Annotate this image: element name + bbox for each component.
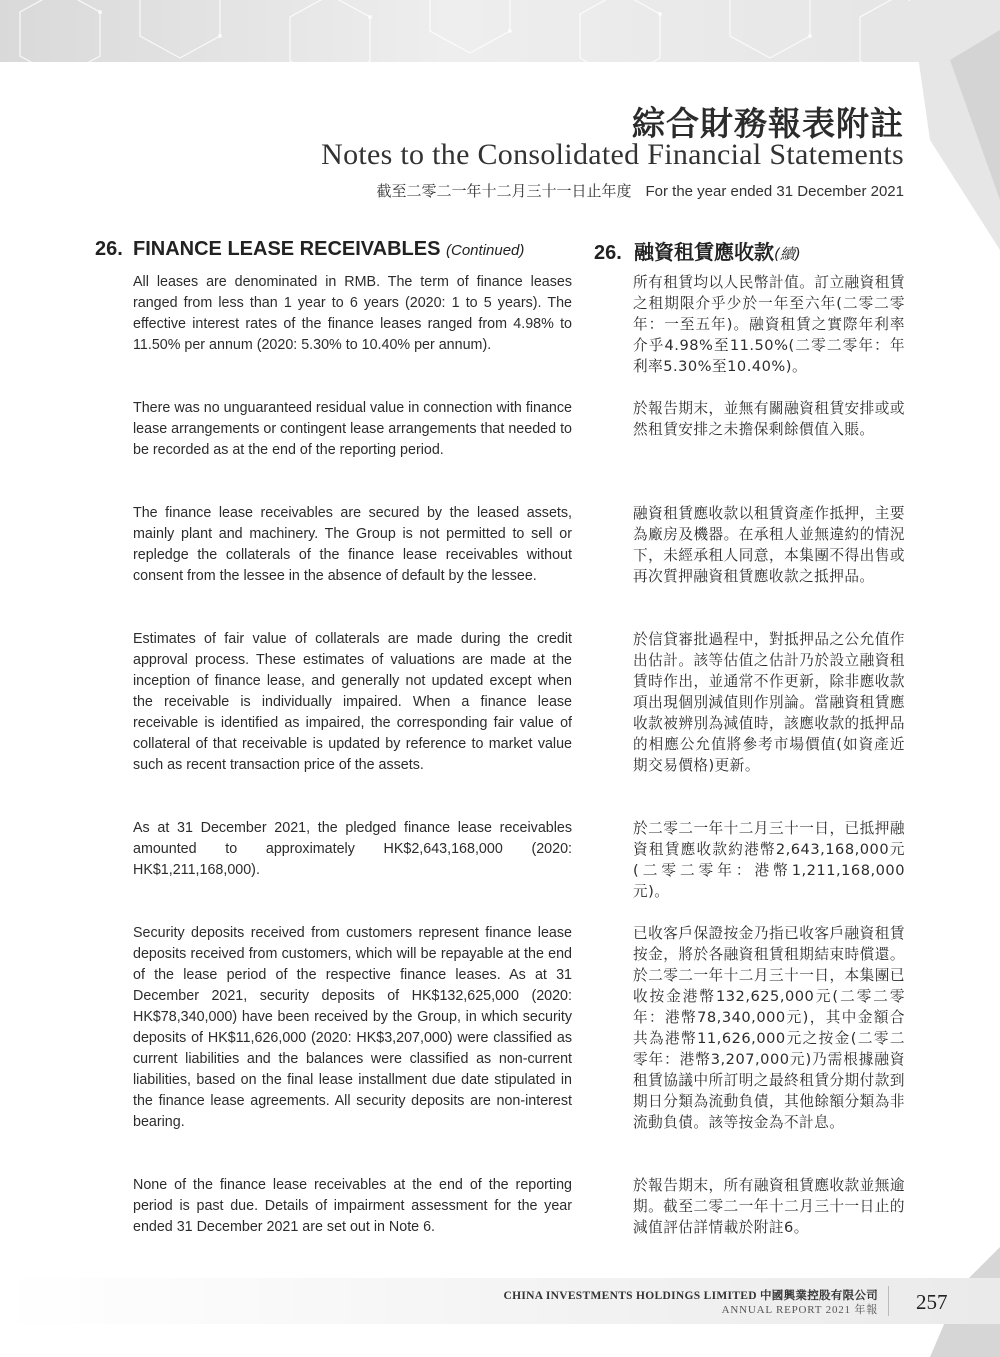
paragraph-cn-lease-terms: 所有租賃均以人民幣計值。訂立融資租賃之租期限介乎少於一年至六年(二零二零年：一至五年)。融資租賃之實際年利率介乎4.98%至11.50%(二零二零年：年利率5.30%至10.40%)。 xyxy=(633,274,905,375)
paragraph-cn-pledged: 於二零二一年十二月三十一日，已抵押融資租賃應收款約港幣2,643,168,000元(二零二零年：港幣1,211,168,000元)。 xyxy=(633,820,905,900)
section-number: 26. xyxy=(95,238,123,260)
continued-label-english: (Continued) xyxy=(446,242,525,259)
paragraph-en-residual-value: There was no unguaranteed residual value in connection with finance lease arrangements or contingent lease arrangements that needed to be recorded as at the end of the reporting period. xyxy=(133,400,572,458)
paragraph-en-security: The finance lease receivables are secured by the leased assets, mainly plant and machinery. The Group is not permitted to sell or repledge the collaterals of the finance lease receivables without consent from the lessee in the absence of default by the lessee. xyxy=(133,505,572,584)
footer-divider xyxy=(888,1286,889,1316)
continued-label-chinese: (續) xyxy=(774,245,801,263)
section-heading-chinese xyxy=(594,236,801,265)
section-title-chinese: 融資租賃應收款 xyxy=(634,240,774,264)
page-title-chinese: 綜合財務報表附註 xyxy=(632,104,904,143)
paragraph-cn-security: 融資租賃應收款以租賃資產作抵押，主要為廠房及機器。在承租人並無違約的情況下，未經承租人同意，本集團不得出售或再次質押融資租賃應收款之抵押品。 xyxy=(633,505,905,585)
paragraph-en-fair-value: Estimates of fair value of collaterals are made during the credit approval process. These estimates of valuations are made at the inception of finance lease, and generally not updated except when the receivable is individually impaired. When a finance lease receivable is identified as impaired, the corresponding fair value of collateral of that receivable is updated by reference to market value such as recent transaction price of the assets. xyxy=(133,631,572,773)
paragraph-en-deposits: Security deposits received from customers represent finance lease deposits received from customers, which will be repayable at the end of the lease period of the respective finance leases. As at 31 December 2021, security deposits of HK$132,625,000 (2020: HK$78,340,000) have been received by the Group, in which security deposits of HK$11,626,000 (2020: HK$3,207,000) were classified as current liabilities and the balances were classified as non-current liabilities, based on the final lease installment due date stipulated in the finance lease agreements. All security deposits are non-interest bearing. xyxy=(133,925,572,1130)
page-title-english: Notes to the Consolidated Financial Statements xyxy=(321,138,904,171)
paragraph-cn-fair-value: 於信貸審批過程中，對抵押品之公允值作出估計。該等估值之估計乃於設立融資租賃時作出，並通常不作更新，除非應收款項出現個別減值則作別論。當融資租賃應收款被辨別為減值時，該應收款的抵押品的相應公允值將參考市場價值(如資產近期交易價格)更新。 xyxy=(633,631,905,774)
hexagon-pattern-decoration xyxy=(0,0,1000,62)
section-heading-english xyxy=(95,238,524,261)
reporting-period xyxy=(376,180,904,201)
paragraph-en-past-due: None of the finance lease receivables at the end of the reporting period is past due. Details of impairment assessment for the year ended 31 December 2021 are set out in Note 6. xyxy=(133,1177,572,1235)
paragraph-en-pledged: As at 31 December 2021, the pledged finance lease receivables amounted to approximately HK$2,643,168,000 (2020: HK$1,211,168,000). xyxy=(133,820,572,878)
footer-company-name: CHINA INVESTMENTS HOLDINGS LIMITED 中國興業控股有限公司 xyxy=(503,1290,878,1302)
footer-report-title: ANNUAL REPORT 2021 年報 xyxy=(721,1304,878,1316)
reporting-period-chinese: 截至二零二一年十二月三十一日止年度 xyxy=(376,183,632,200)
paragraph-en-lease-terms: All leases are denominated in RMB. The term of finance leases ranged from less than 1 year to 6 years (2020: 1 to 5 years). The effective interest rates of the finance leases ranged from 4.98% to 11.50% per annum (2020: 5.30% to 10.40% per annum). xyxy=(133,274,572,353)
paragraph-cn-past-due: 於報告期末，所有融資租賃應收款並無逾期。截至二零二一年十二月三十一日止的減值評估詳情載於附註6。 xyxy=(633,1177,905,1236)
header-decoration-band xyxy=(0,0,1000,62)
paragraph-cn-deposits: 已收客戶保證按金乃指已收客戶融資租賃按金，將於各融資租賃租期結束時償還。於二零二一年十二月三十一日，本集團已收按金港幣132,625,000元(二零二零年：港幣78,340,000元)，其中金額合共為港幣11,626,000元之按金(二零二零年：港幣3,207,000元)乃需根據融資租賃協議中所訂明之最終租賃分期付款到期日分類為流動負債，其他餘額分類為非流動負債。該等按金為不計息。 xyxy=(633,925,905,1131)
section-title-english: FINANCE LEASE RECEIVABLES xyxy=(133,238,441,260)
reporting-period-english: For the year ended 31 December 2021 xyxy=(645,183,904,200)
paragraph-cn-residual-value: 於報告期末，並無有關融資租賃安排或或然租賃安排之未擔保剩餘價值入賬。 xyxy=(633,400,905,438)
section-number-chinese: 26. xyxy=(594,242,622,264)
page-number: 257 xyxy=(916,1290,948,1314)
